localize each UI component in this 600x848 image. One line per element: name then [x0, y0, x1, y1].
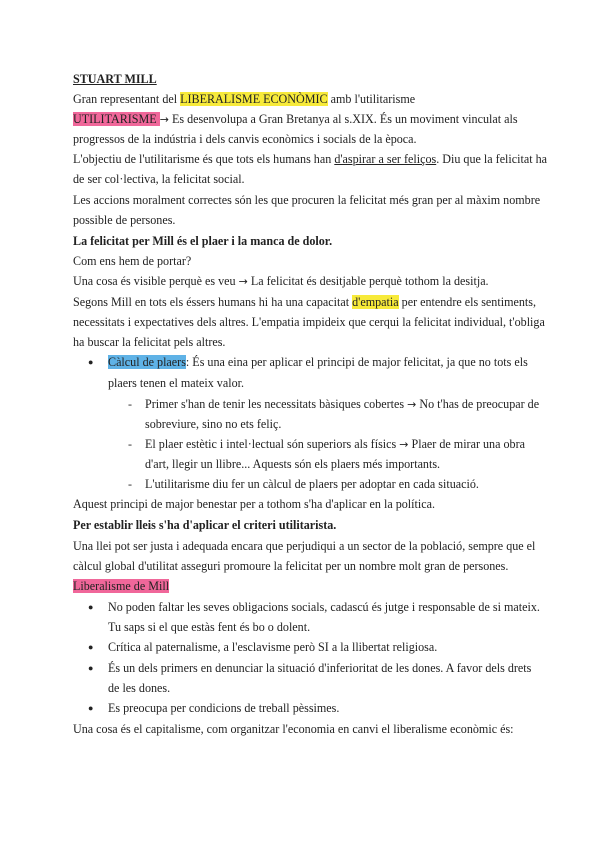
doc-title: STUART MILL [73, 72, 157, 86]
text-span: Una cosa és visible perquè es veu [73, 274, 239, 288]
paragraph-line: càlcul global d'utilitat asseguri promoure la felicitat per un nombre molt gran de persones. [73, 559, 509, 573]
dash-marker: - [128, 477, 132, 491]
highlight-liberalisme-economic: LIBERALISME ECONÒMIC [180, 92, 328, 106]
paragraph-line [73, 149, 547, 169]
arrow-icon: → [407, 398, 417, 411]
highlight-empatia: d'empatia [352, 295, 399, 309]
paragraph-line [73, 109, 518, 130]
text-span: Primer s'han de tenir les necessitats bàsiques cobertes [145, 397, 408, 411]
sub-list-item-continuation: sobreviure, sino no ets feliç. [145, 417, 282, 431]
text-span: per entendre els sentiments, [398, 295, 536, 309]
sub-list-item-continuation: d'art, llegir un llibre... Aquests són els plaers més importants. [145, 457, 441, 471]
bullet-icon: ● [88, 602, 94, 612]
text-span: amb l'utilitarisme [327, 92, 416, 106]
bullet-icon: ● [88, 642, 94, 652]
bullet-icon: ● [88, 663, 94, 673]
text-span: . Diu que la felicitat ha [436, 152, 548, 166]
paragraph-line: de ser col·lectiva, la felicitat social. [73, 172, 245, 186]
sub-list-item [145, 394, 539, 415]
sub-list-item: L'utilitarisme diu fer un càlcul de plaers per adoptar en cada situació. [145, 477, 479, 491]
text-span: Es desenvolupa a Gran Bretanya al s.XIX. És un moviment vinculat als [168, 112, 518, 126]
list-item: Es preocupa per condicions de treball pèssimes. [108, 701, 340, 715]
highlight-utilitarisme: UTILITARISME [73, 112, 160, 126]
text-span: El plaer estètic i intel·lectual són superiors als físics [145, 437, 400, 451]
paragraph-line [73, 271, 489, 292]
paragraph-line: ha buscar la felicitat pels altres. [73, 335, 226, 349]
arrow-icon: → [238, 275, 248, 288]
paragraph-line: possible de persones. [73, 213, 176, 227]
list-item: Crítica al paternalisme, a l'esclavisme però SI a la llibertat religiosa. [108, 640, 438, 654]
bullet-icon: ● [88, 703, 94, 713]
list-item-continuation: de les dones. [108, 681, 171, 695]
text-span: No t'has de preocupar de [416, 397, 540, 411]
paragraph-line: Com ens hem de portar? [73, 254, 192, 268]
paragraph-line: Una llei pot ser justa i adequada encara que perjudiqui a un sector de la població, sempre que el [73, 539, 536, 553]
highlight-calcul-de-plaers: Càlcul de plaers [108, 355, 186, 369]
paragraph-line: progressos de la indústria i dels canvis econòmics i socials de la època. [73, 132, 417, 146]
arrow-icon: → [399, 438, 409, 451]
paragraph-line: Les accions moralment correctes són les que procuren la felicitat més gran per al màxim nombre [73, 193, 541, 207]
text-span: Plaer de mirar una obra [408, 437, 525, 451]
list-item: És un dels primers en denunciar la situació d'inferioritat de les dones. A favor dels drets [108, 661, 532, 675]
paragraph-line [73, 89, 415, 109]
arrow-icon: → [159, 113, 169, 126]
text-span: Gran representant del [73, 92, 181, 106]
list-item-continuation: plaers tenen el mateix valor. [108, 376, 245, 390]
list-item [108, 352, 528, 372]
paragraph-line [73, 576, 169, 596]
dash-marker: - [128, 437, 132, 451]
section-heading: Per establir lleis s'ha d'aplicar el criteri utilitarista. [73, 518, 337, 532]
underlined-text: d'aspirar a ser feliços [334, 152, 437, 166]
paragraph-line [73, 292, 536, 312]
text-span: : És una eina per aplicar el principi de major felicitat, ja que no tots els [185, 355, 528, 369]
text-span: L'objectiu de l'utilitarisme és que tots els humans han [73, 152, 335, 166]
text-span: La felicitat és desitjable perquè tothom la desitja. [247, 274, 489, 288]
sub-list-item [145, 434, 525, 455]
section-heading: La felicitat per Mill és el plaer i la manca de dolor. [73, 234, 333, 248]
dash-marker: - [128, 397, 132, 411]
paragraph-line: Aquest principi de major benestar per a tothom s'ha d'aplicar en la política. [73, 497, 436, 511]
highlight-liberalisme-de-mill: Liberalisme de Mill [73, 579, 170, 593]
paragraph-line: Una cosa és el capitalisme, com organitzar l'economia en canvi el liberalisme econòmic és: [73, 722, 514, 736]
list-item: No poden faltar les seves obligacions socials, cadascú és jutge i responsable de si mateix. [108, 600, 540, 614]
list-item-continuation: Tu saps si el que estàs fent és bo o dolent. [108, 620, 311, 634]
text-span: Segons Mill en tots els éssers humans hi ha una capacitat [73, 295, 353, 309]
paragraph-line: necessitats i expectatives dels altres. L'empatia impideix que cerqui la felicitat individual, t'obliga [73, 315, 545, 329]
bullet-icon: ● [88, 357, 94, 367]
